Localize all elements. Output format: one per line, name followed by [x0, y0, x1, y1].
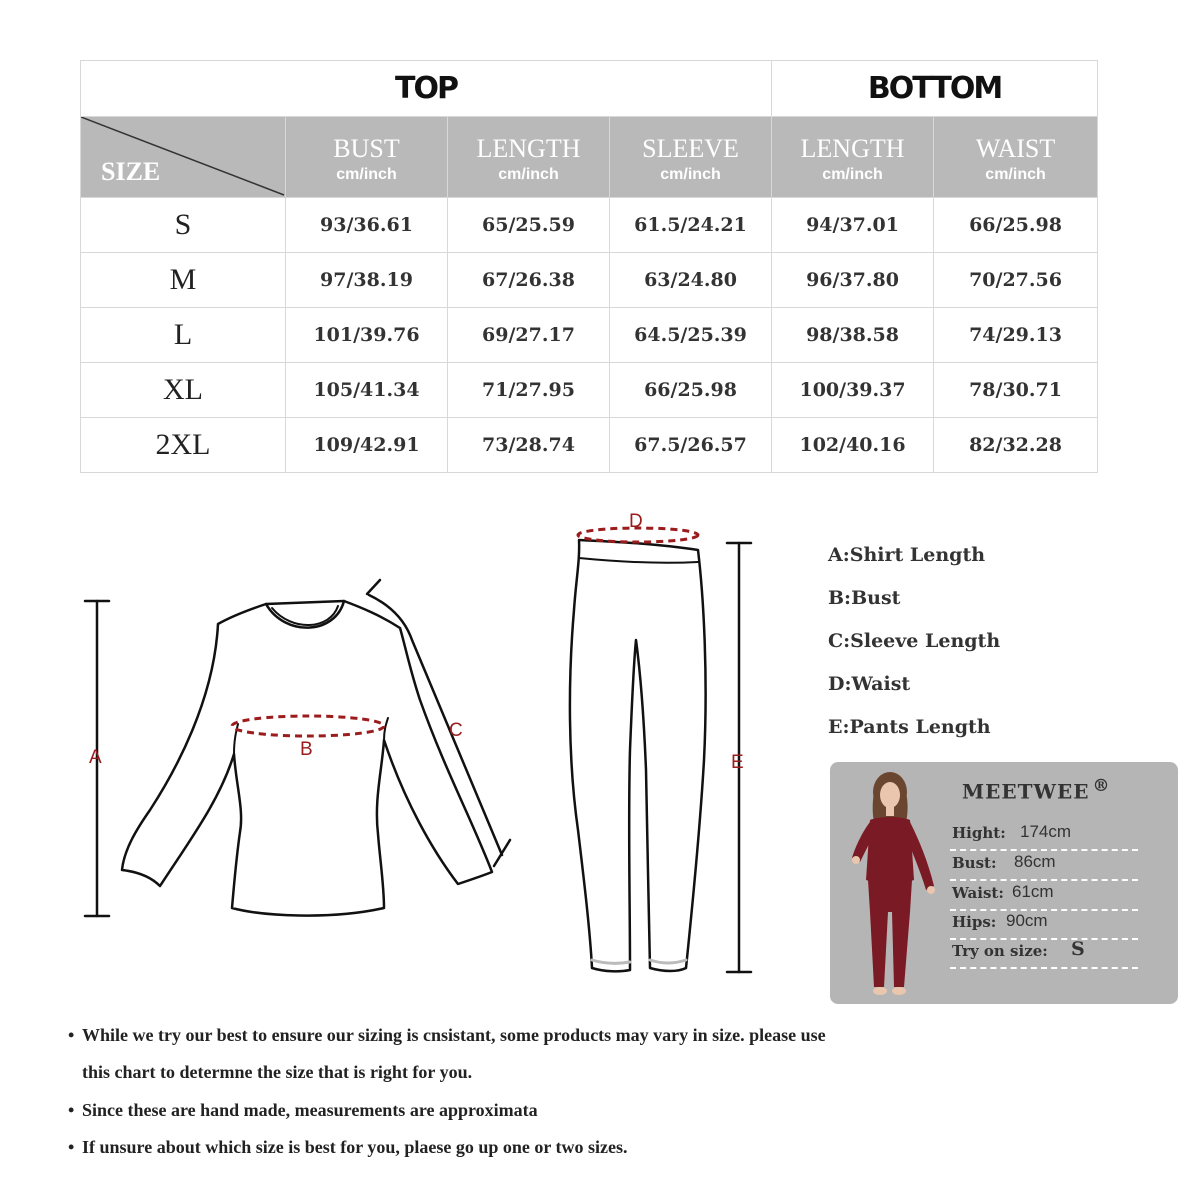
note-item: [68, 1100, 538, 1121]
model-photo: [840, 762, 950, 1004]
table-cell: 61.5/24.21: [610, 198, 772, 253]
note-item: [68, 1137, 628, 1158]
table-cell: 71/27.95: [448, 363, 610, 418]
measurement-legend: [828, 540, 1000, 755]
cuff-icon: [592, 960, 630, 963]
label-b: B: [300, 739, 313, 760]
stat-hips: [950, 909, 1138, 940]
table-cell: 64.5/25.39: [610, 308, 772, 363]
table-cell: 78/30.71: [934, 363, 1098, 418]
table-cell: 66/25.98: [934, 198, 1098, 253]
stat-waist: [950, 880, 1138, 911]
table-cell: 73/28.74: [448, 418, 610, 473]
table-cell: 105/41.34: [286, 363, 448, 418]
table-row: [81, 308, 1098, 363]
legend-item: D:Waist: [828, 673, 911, 695]
sleeve-length-ruler-icon: [369, 595, 502, 855]
bust-ellipse-icon: [232, 716, 384, 736]
column-unit: cm/inch: [985, 166, 1046, 183]
legend-item: B:Bust: [828, 587, 901, 609]
bullet-icon: •: [68, 1100, 75, 1120]
label-a: A: [89, 747, 102, 768]
stat-label: Try on size:: [952, 942, 1048, 960]
stat-bust: [950, 850, 1138, 881]
note-text: While we try our best to ensure our sizing is cnsistant, some products may vary in size. please use: [82, 1025, 826, 1045]
stat-label: Hight:: [952, 824, 1006, 842]
stat-value: 90cm: [1006, 911, 1048, 930]
table-cell: 63/24.80: [610, 253, 772, 308]
seam-icon: [384, 718, 388, 740]
note-text: If unsure about which size is best for you, plaese go up one or two sizes.: [82, 1137, 628, 1157]
column-unit: cm/inch: [498, 166, 559, 183]
stat-value: 61cm: [1012, 882, 1054, 901]
model-top-icon: [866, 817, 914, 883]
stat-value: S: [1071, 938, 1085, 960]
table-row: [81, 253, 1098, 308]
stat-value: 86cm: [1014, 852, 1056, 871]
label-c: C: [449, 720, 463, 741]
size-cell: XL: [81, 363, 286, 418]
table-cell: 97/38.19: [286, 253, 448, 308]
stat-label: Hips:: [952, 913, 997, 931]
table-cell: 93/36.61: [286, 198, 448, 253]
table-row: [81, 418, 1098, 473]
model-info-card: [830, 762, 1178, 1004]
table-cell: 69/27.17: [448, 308, 610, 363]
table-cell: 82/32.28: [934, 418, 1098, 473]
size-cell: M: [81, 253, 286, 308]
column-unit: cm/inch: [660, 166, 721, 183]
pants-outline-icon: [570, 540, 706, 971]
top-length-column-header: [448, 117, 610, 198]
table-cell: 109/42.91: [286, 418, 448, 473]
size-chart-table: [80, 60, 1098, 473]
table-cell: 101/39.76: [286, 308, 448, 363]
ruler-end-icon: [367, 580, 380, 594]
column-name: BUST: [333, 134, 400, 163]
cuff-icon: [650, 960, 686, 963]
bottom-group-header: BOTTOM: [772, 61, 1098, 117]
table-cell: 67/26.38: [448, 253, 610, 308]
table-cell: 65/25.59: [448, 198, 610, 253]
table-cell: 70/27.56: [934, 253, 1098, 308]
size-cell: S: [81, 198, 286, 253]
stat-value: 174cm: [1020, 822, 1072, 841]
column-unit: cm/inch: [822, 166, 883, 183]
sleeve-column-header: [610, 117, 772, 198]
model-pants-icon: [868, 880, 912, 987]
note-text: Since these are hand made, measurements are approximata: [82, 1100, 538, 1120]
legend-item: C:Sleeve Length: [828, 630, 1001, 652]
table-cell: 94/37.01: [772, 198, 934, 253]
table-row: [81, 198, 1098, 253]
bullet-icon: •: [68, 1025, 75, 1045]
stat-height: [950, 820, 1138, 851]
size-cell: L: [81, 308, 286, 363]
size-corner-header: [81, 117, 286, 198]
bullet-icon: •: [68, 1137, 75, 1157]
measurement-diagram: [0, 500, 780, 1000]
table-cell: 96/37.80: [772, 253, 934, 308]
column-unit: cm/inch: [336, 166, 397, 183]
label-e: E: [731, 752, 744, 773]
brand-name: [962, 776, 1110, 804]
table-cell: 102/40.16: [772, 418, 934, 473]
note-continuation: this chart to determne the size that is right for you.: [82, 1062, 473, 1082]
column-name: WAIST: [975, 134, 1056, 163]
registered-mark: ®: [1092, 776, 1111, 796]
table-cell: 100/39.37: [772, 363, 934, 418]
table-cell: 74/29.13: [934, 308, 1098, 363]
legend-item: E:Pants Length: [828, 716, 991, 738]
waist-column-header: [934, 117, 1098, 198]
label-d: D: [629, 511, 643, 532]
size-header-label: SIZE: [101, 157, 161, 186]
waistband-icon: [579, 558, 698, 563]
column-name: LENGTH: [800, 134, 905, 163]
size-cell: 2XL: [81, 418, 286, 473]
table-cell: 66/25.98: [610, 363, 772, 418]
column-name: LENGTH: [476, 134, 581, 163]
bust-column-header: [286, 117, 448, 198]
column-name: SLEEVE: [642, 134, 739, 163]
brand-text: MEETWEE: [962, 779, 1090, 804]
top-group-header: TOP: [81, 61, 772, 117]
stat-label: Waist:: [952, 884, 1004, 902]
table-cell: 98/38.58: [772, 308, 934, 363]
table-row: [81, 363, 1098, 418]
table-cell: 67.5/26.57: [610, 418, 772, 473]
note-item: [68, 1025, 826, 1046]
legend-item: A:Shirt Length: [828, 544, 986, 566]
stat-try-on-size: [950, 938, 1138, 969]
stat-label: Bust:: [952, 854, 997, 872]
bottom-length-column-header: [772, 117, 934, 198]
